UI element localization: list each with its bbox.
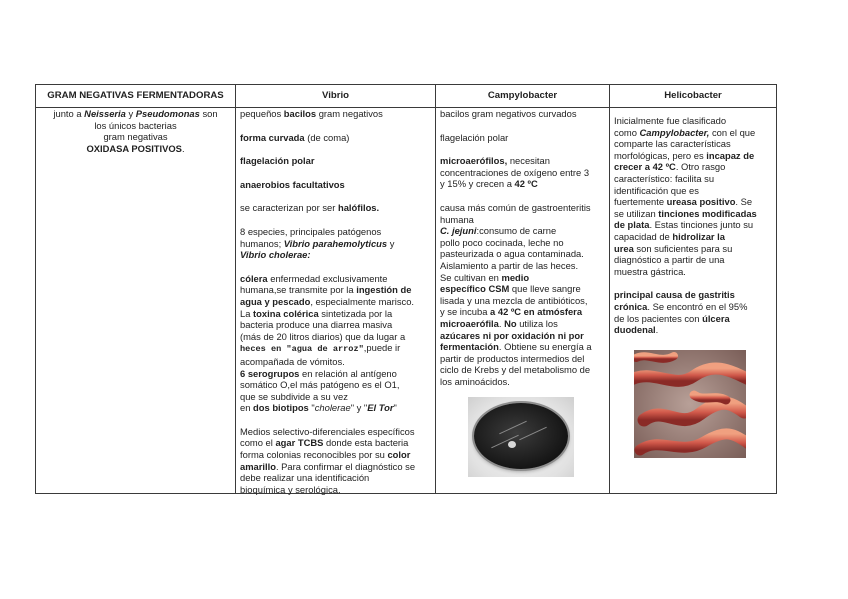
header-row bbox=[36, 85, 777, 108]
vibrio-medios: Medios selectivo-diferenciales específicos como el agar TCBS donde esta bacteria forma colonias reconocibles por su color amarillo. Para confirmar el diagnóstico se debe realizar una identificación bioquímica y serológica. bbox=[240, 425, 416, 495]
helicobacter-micrograph-image bbox=[634, 350, 746, 458]
campy-morphology: bacilos gram negativos curvados bbox=[440, 108, 577, 119]
cell-vibrio bbox=[236, 108, 436, 494]
campy-flagelacion: flagelación polar bbox=[440, 131, 509, 143]
header-campylobacter: Campylobacter bbox=[436, 85, 610, 108]
cell-gram-negativas bbox=[36, 108, 236, 494]
header-vibrio: Vibrio bbox=[236, 85, 436, 108]
campy-microaerofilos: microaerófilos, necesitan concentraciones de oxígeno entre 3 y 15% y crecen a 42 ºC bbox=[440, 155, 590, 190]
vibrio-flagelacion: flagelación polar bbox=[240, 155, 315, 167]
bacteria-comparison-table bbox=[35, 84, 777, 494]
campy-gastroenteritis: causa más común de gastroenteritis humana C. jejuni:consumo de carne pollo poco cocinada, leche no pasteurizada o agua contaminada. Aislamiento a partir de las heces. Se cultivan en medio específico CSM que lleve sangre lisada y una mezcla de antibióticos, y se incuba a 42 ºC en atmósfera microaerófila. No utiliza los azúcares ni por oxidación ni por fermentación. Obtiene su energía a partir de productos intermedios del ciclo de Krebs y del metabolismo de los aminoácidos. bbox=[440, 201, 592, 387]
header-gram-negativas: GRAM NEGATIVAS FERMENTADORAS bbox=[36, 85, 236, 108]
vibrio-colera: cólera enfermedad exclusivamente humana,se transmite por la ingestión de agua y pescado, especialmente marisco. La toxina colérica sintetizada por la bacteria produce una diarrea masiva (más de 20 litros diarios) que da lugar a heces en "agua de arroz",puede ir acompañada de vómitos. bbox=[240, 272, 415, 367]
cell-helicobacter bbox=[610, 108, 777, 494]
oxidasa-line-1: junto a Neisseria y Pseudomonas son bbox=[53, 108, 218, 119]
vibrio-serogrupos: 6 serogrupos en relación al antígeno somático O,el más patógeno es el O1, que se subdivide a su vez en dos biotipos "cholerae" y "El Tor" bbox=[240, 367, 400, 414]
vibrio-morphology: pequeños bacilos gram negativos bbox=[240, 108, 383, 119]
oxidasa-line-2: los únicos bacterias bbox=[94, 119, 177, 131]
vibrio-species: 8 especies, principales patógenos humanos; Vibrio parahemolyticus y Vibrio cholerae: bbox=[240, 225, 395, 261]
cell-campylobacter bbox=[436, 108, 610, 494]
helico-gastritis: principal causa de gastritis crónica. Se encontró en el 95% de los pacientes con úlcera duodenal. bbox=[614, 289, 748, 336]
vibrio-halofilos: se caracterizan por ser halófilos. bbox=[240, 202, 380, 214]
header-helicobacter: Helicobacter bbox=[610, 85, 777, 108]
vibrio-shape: forma curvada (de coma) bbox=[240, 131, 350, 143]
body-row bbox=[36, 108, 777, 494]
vibrio-anaerobios: anaerobios facultativos bbox=[240, 178, 345, 190]
oxidasa-line-3: gram negativas bbox=[103, 131, 168, 143]
petri-dish-image bbox=[468, 397, 574, 477]
oxidasa-line-4: OXIDASA POSITIVOS. bbox=[86, 142, 185, 154]
helico-clasificacion: Inicialmente fue clasificado como Campylobacter, con el que comparte las características morfológicas, pero es incapaz de crecer a 42 ºC. Otro rasgo característico: facilita su identificación que es fuertemente ureasa positivo. Se se utilizan tinciones modificadas de plata. Estas tinciones junto su capacidad de hidrolizar la urea son suficientes para su diagnóstico a partir de una muestra gástrica. bbox=[614, 115, 757, 277]
